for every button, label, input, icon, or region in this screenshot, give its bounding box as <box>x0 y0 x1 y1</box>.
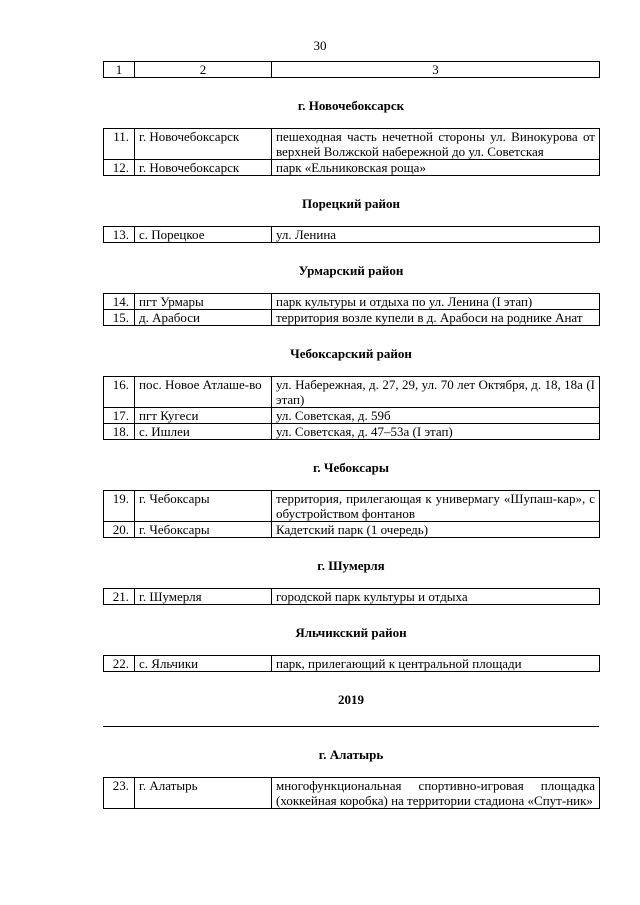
section-spacer <box>103 113 599 128</box>
table-row <box>104 522 600 538</box>
section-table <box>103 376 600 440</box>
row-object: ул. Ленина <box>272 227 600 243</box>
section-table <box>103 226 600 243</box>
table-row <box>104 377 600 408</box>
row-object: многофункциональная спортивно-игровая площадка (хоккейная коробка) на территории стадиона «Спут-ник» <box>272 778 600 809</box>
row-number: 16. <box>104 377 135 408</box>
table-row <box>104 589 600 605</box>
row-number: 23. <box>104 778 135 809</box>
section-spacer <box>103 762 599 777</box>
section-table <box>103 777 600 809</box>
row-locality: д. Арабоси <box>135 310 272 326</box>
row-locality: с. Ишлеи <box>135 424 272 440</box>
row-locality: г. Шумерля <box>135 589 272 605</box>
row-object: парк, прилегающий к центральной площади <box>272 656 600 672</box>
row-object: парк культуры и отдыха по ул. Ленина (I этап) <box>272 294 600 310</box>
table-row <box>104 310 600 326</box>
row-object: ул. Советская, д. 47–53а (I этап) <box>272 424 600 440</box>
section-heading: г. Алатырь <box>318 747 384 762</box>
row-locality: г. Новочебоксарск <box>135 160 272 176</box>
row-number: 17. <box>104 408 135 424</box>
table-row <box>104 160 600 176</box>
section-spacer <box>103 573 599 588</box>
row-locality: с. Яльчики <box>135 656 272 672</box>
section-heading: г. Новочебоксарск <box>297 98 405 113</box>
section-table <box>103 655 600 672</box>
row-locality: пгт Кугеси <box>135 408 272 424</box>
row-locality: г. Новочебоксарск <box>135 129 272 160</box>
row-locality: пгт Урмары <box>135 294 272 310</box>
column-header: 2 <box>135 62 272 78</box>
table-row <box>104 424 600 440</box>
table-row <box>104 491 600 522</box>
row-number: 22. <box>104 656 135 672</box>
section-table <box>103 490 600 538</box>
section-heading: Яльчикский район <box>295 625 407 640</box>
section-table <box>103 128 600 176</box>
section-heading: г. Чебоксары <box>312 460 390 475</box>
row-number: 19. <box>104 491 135 522</box>
year-heading: 2019 <box>338 692 364 707</box>
column-header: 1 <box>104 62 135 78</box>
section-heading: Урмарский район <box>298 263 404 278</box>
row-number: 13. <box>104 227 135 243</box>
page-number: 30 <box>313 38 327 53</box>
row-locality: г. Чебоксары <box>135 491 272 522</box>
row-number: 21. <box>104 589 135 605</box>
row-object: ул. Советская, д. 59б <box>272 408 600 424</box>
section-spacer <box>103 640 599 655</box>
row-number: 14. <box>104 294 135 310</box>
row-locality: пос. Новое Атлаше-во <box>135 377 272 408</box>
table-row <box>104 294 600 310</box>
section-spacer <box>103 211 599 226</box>
column-header: 3 <box>272 62 600 78</box>
section-heading: Порецкий район <box>301 196 401 211</box>
table-row <box>104 778 600 809</box>
row-object: ул. Набережная, д. 27, 29, ул. 70 лет Октября, д. 18, 18а (I этап) <box>272 377 600 408</box>
section-table <box>103 293 600 326</box>
row-locality: с. Порецкое <box>135 227 272 243</box>
row-object: территория, прилегающая к универмагу «Шупаш-кар», с обустройством фонтанов <box>272 491 600 522</box>
row-object: городской парк культуры и отдыха <box>272 589 600 605</box>
row-number: 11. <box>104 129 135 160</box>
section-heading: г. Шумерля <box>317 558 385 573</box>
row-object: пешеходная часть нечетной стороны ул. Винокурова от верхней Волжской набережной до ул. Советская <box>272 129 600 160</box>
table-row <box>104 656 600 672</box>
section-spacer <box>103 278 599 293</box>
row-locality: г. Алатырь <box>135 778 272 809</box>
column-header-table <box>103 61 600 78</box>
row-number: 12. <box>104 160 135 176</box>
row-number: 20. <box>104 522 135 538</box>
row-object: территория возле купели в д. Арабоси на роднике Анат <box>272 310 600 326</box>
table-row <box>104 227 600 243</box>
table-row <box>104 408 600 424</box>
column-header-row <box>104 62 600 78</box>
row-object: парк «Ельниковская роща» <box>272 160 600 176</box>
sections <box>103 78 599 809</box>
row-object: Кадетский парк (1 очередь) <box>272 522 600 538</box>
section-spacer <box>103 475 599 490</box>
row-number: 15. <box>104 310 135 326</box>
document-body <box>103 61 599 809</box>
section-heading: Чебоксарский район <box>290 346 412 361</box>
section-spacer <box>103 361 599 376</box>
row-locality: г. Чебоксары <box>135 522 272 538</box>
section-table <box>103 588 600 605</box>
row-number: 18. <box>104 424 135 440</box>
table-row <box>104 129 600 160</box>
